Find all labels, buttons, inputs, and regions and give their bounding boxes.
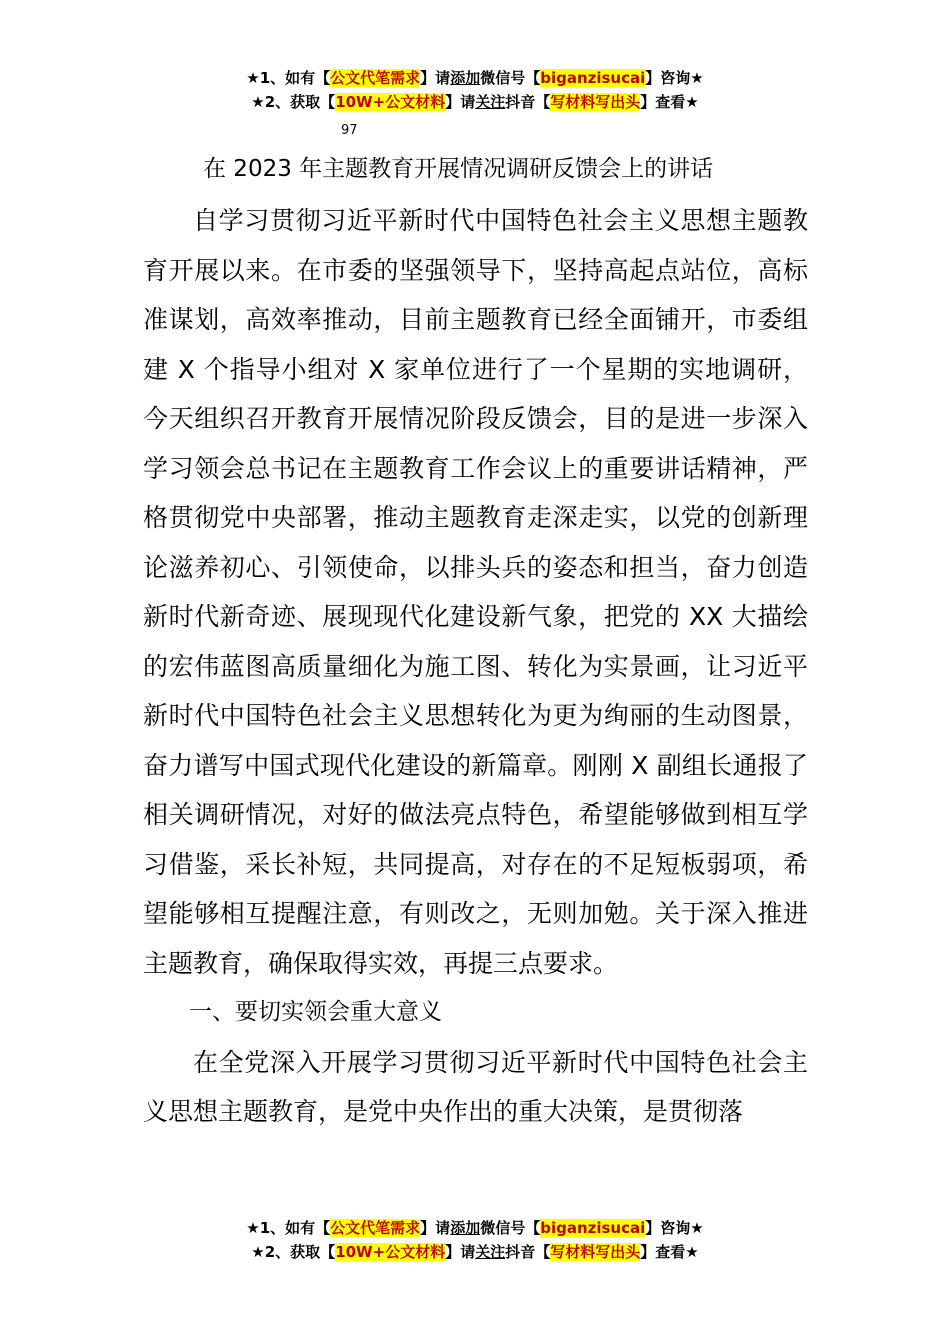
banner-highlight: biganzisucai [540,69,646,87]
banner-text: ★2、获取【 [251,1243,336,1261]
page-number: 97 [341,123,358,138]
banner-text: 抖音【 [505,93,551,111]
banner-text: 】查看★ [640,1243,699,1261]
banner-highlight: biganzisucai [540,1219,646,1237]
banner-underlined-text: 添加 [450,69,481,87]
banner-text: ★1、如有【 [246,69,331,87]
banner-underlined-text: 添加 [450,1219,481,1237]
banner-text: 微信号【 [480,69,541,87]
banner-text: 】咨询★ [645,69,704,87]
banner-line-2 [0,1240,950,1264]
banner-text: 】请 [420,1219,451,1237]
footer-banner [0,1216,950,1264]
banner-text: 】请 [420,69,451,87]
document-title: 在 2023 年主题教育开展情况调研反馈会上的讲话 [203,156,714,182]
banner-text: ★1、如有【 [246,1219,331,1237]
banner-text: 】请 [445,93,476,111]
banner-text: 微信号【 [480,1219,541,1237]
banner-line-2 [0,90,950,114]
banner-underlined-text: 关注 [475,93,506,111]
banner-line-1 [0,1216,950,1240]
banner-line-1 [0,66,950,90]
section-heading: 一、要切实领会重大意义 [189,999,442,1025]
body-paragraph: 在全党深入开展学习贯彻习近平新时代中国特色社会主义思想主题教育，是党中央作出的重大决策，是贯彻落 [143,1047,808,1126]
document-body [143,196,808,1137]
banner-underlined-text: 关注 [475,1243,506,1261]
banner-highlight: 10W+公文材料 [335,1243,446,1261]
banner-text: 】咨询★ [645,1219,704,1237]
banner-text: 】查看★ [640,93,699,111]
banner-highlight: 写材料写出头 [550,93,641,111]
banner-highlight: 公文代笔需求 [330,1219,421,1237]
banner-highlight: 公文代笔需求 [330,69,421,87]
banner-highlight: 10W+公文材料 [335,93,446,111]
banner-text: 抖音【 [505,1243,551,1261]
body-paragraph: 自学习贯彻习近平新时代中国特色社会主义思想主题教育开展以来。在市委的坚强领导下，坚持高起点站位，高标准谋划，高效率推动，目前主题教育已经全面铺开，市委组建 X 个指导小组对 X 家单位进行了一个星期的实地调研，今天组织召开教育开展情况阶段反馈会，目的是进一步深入学习领会总书记在主题教育工作会议上的重要讲话精神，严格贯彻党中央部署，推动主题教育走深走实，以党的创新理论滋养初心、引领使命，以排头兵的姿态和担当，奋力创造新时代新奇迹、展现现代化建设新气象，把党的 XX 大描绘的宏伟蓝图高质量细化为施工图、转化为实景画，让习近平新时代中国特色社会主义思想转化为更为绚丽的生动图景，奋力谱写中国式现代化建设的新篇章。刚刚 X 副组长通报了相关调研情况，对好的做法亮点特色，希望能够做到相互学习借鉴，采长补短，共同提高，对存在的不足短板弱项，希望能够相互提醒注意，有则改之，无则加勉。关于深入推进主题教育，确保取得实效，再提三点要求。 [143,206,808,978]
banner-text: 】请 [445,1243,476,1261]
header-banner [0,66,950,114]
banner-text: ★2、获取【 [251,93,336,111]
banner-highlight: 写材料写出头 [550,1243,641,1261]
